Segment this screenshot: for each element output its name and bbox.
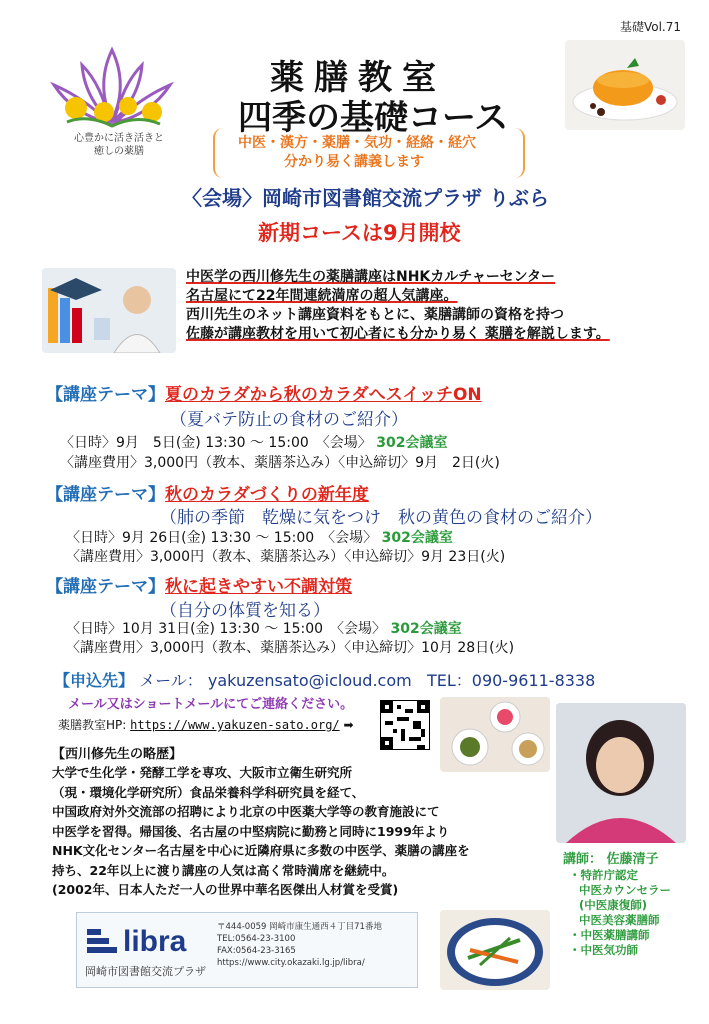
credential: 中医カウンセラー: [579, 883, 671, 897]
new-course-notice: 新期コースは9月開校: [258, 221, 461, 245]
course-3-heading: [46, 572, 352, 597]
teacher-name: 講師： 佐藤清子: [563, 852, 659, 867]
topics-line: 中医・漢方・薬膳・気功・経絡・経穴: [238, 135, 476, 151]
homepage-line: [58, 716, 354, 733]
intro-line-4: 佐藤が講座教材を用いて初心者にも分かり易く 薬膳を解説します。: [186, 326, 610, 342]
email-link[interactable]: yakuzensato@icloud.com: [207, 671, 412, 690]
course-2-date: [66, 527, 453, 547]
page-title: 薬膳教室: [270, 58, 446, 98]
tel-number[interactable]: TEL：090-9611-8338: [426, 671, 596, 690]
bio-line: (2002年、日本人ただ一人の世界中華名医傑出人材賞を受賞): [52, 882, 399, 897]
teacher-photo: [556, 703, 686, 843]
intro-text: [186, 268, 610, 344]
logo-caption-2: 癒しの薬膳: [94, 146, 144, 157]
course-1-date: [60, 432, 447, 452]
lecturer-video-thumbnail: [42, 268, 176, 353]
intro-line-3: 西川先生のネット講座資料をもとに、薬膳講師の資格を持つ: [186, 307, 564, 323]
mail-note: メール又はショートメールにてご連絡ください。: [68, 697, 354, 712]
logo-caption-1: 心豊かに活き活きと: [74, 133, 164, 144]
library-tel: TEL:0564-23-3100: [217, 934, 296, 944]
qr-code: [380, 700, 430, 750]
libra-logo-mark: [87, 925, 121, 955]
teacher-credentials: [569, 868, 671, 958]
dessert-photo: [565, 40, 685, 130]
bio-line: 大学で生化学・発酵工学を専攻、大阪市立衛生研究所: [52, 765, 353, 780]
address-line: 〒444-0059 岡崎市康生通西４丁目71番地: [217, 922, 382, 932]
course-1-heading: [46, 380, 482, 405]
library-info-box: [76, 912, 418, 988]
bio-line: 中医学を習得。帰国後、名古屋の中堅病院に勤務と同時に1999年より: [52, 823, 450, 839]
bio-text: [52, 763, 470, 900]
room-text: 302会議室: [390, 621, 462, 637]
bio-line: 持ち、22年以上に渡り講座の人気は高く常時満席を継続中。: [52, 862, 395, 878]
lotus-logo: [42, 40, 182, 165]
intro-line-2: 名古屋にて22年間連続満席の超人気講座。: [186, 288, 458, 304]
libra-logo: libra: [123, 925, 187, 958]
credential: 中医美容薬膳師: [579, 913, 660, 927]
credential: ・中医気功師: [569, 943, 638, 957]
date-text: 〈日時〉9月 5日(金) 13:30 ～ 15:00 〈会場〉: [60, 435, 372, 451]
course-3-fee: 〈講座費用〉3,000円（教本、薬膳茶込み）〈申込締切〉10月 28日(火): [66, 640, 515, 656]
date-text: 〈日時〉9月 26日(金) 13:30 ～ 15:00 〈会場〉: [66, 530, 378, 546]
bio-line: NHK文化センター名古屋を中心に近隣府県に多数の中医学、薬膳の講座を: [52, 843, 470, 858]
topics-line-2: 分かり易く講義します: [284, 154, 424, 170]
page-subtitle: 四季の基礎コース: [238, 98, 509, 138]
venue-heading: 〈会場〉岡崎市図書館交流プラザ りぶら: [182, 186, 549, 210]
arrow-right-icon: ➡: [343, 718, 354, 732]
library-url[interactable]: https://www.city.okazaki.lg.jp/libra/: [217, 958, 365, 968]
bio-line: 中国政府対外交流部の招聘により北京の中医薬大学等の教育施設にて: [52, 804, 440, 819]
food-photo-2: [440, 910, 550, 990]
course-title: 夏のカラダから秋のカラダへスイッチON: [165, 385, 482, 405]
course-label: 【講座テーマ】: [46, 577, 165, 597]
course-title: 秋のカラダづくりの新年度: [165, 485, 369, 505]
credential: ・特許庁認定: [569, 868, 638, 882]
course-label: 【講座テーマ】: [46, 485, 165, 505]
hp-label: 薬膳教室HP:: [58, 718, 127, 732]
bio-line: （現・環境化学研究所）食品栄養科学科研究員を経て、: [52, 784, 365, 800]
course-1-subtitle: （夏バテ防止の食材のご紹介）: [170, 410, 408, 430]
bio-heading: 【西川修先生の略歴】: [52, 747, 183, 762]
course-2-fee: 〈講座費用〉3,000円（教本、薬膳茶込み）〈申込締切〉9月 23日(火): [66, 549, 506, 565]
course-2-subtitle: （肺の季節 乾燥に気をつけ 秋の黄色の食材のご紹介）: [160, 508, 602, 528]
apply-label: 【申込先】: [54, 671, 135, 690]
intro-line-1: 中医学の西川修先生の薬膳講座はNHKカルチャーセンター: [186, 269, 556, 285]
course-3-date: [66, 618, 462, 638]
volume-label: 基礎Vol.71: [619, 20, 681, 34]
course-label: 【講座テーマ】: [46, 385, 165, 405]
room-text: 302会議室: [381, 530, 453, 546]
library-name: 岡崎市図書館交流プラザ: [85, 965, 206, 978]
course-3-subtitle: （自分の体質を知る）: [160, 601, 330, 621]
date-text: 〈日時〉10月 31日(金) 13:30 ～ 15:00 〈会場〉: [66, 621, 387, 637]
credential: (中医康復師): [579, 898, 648, 912]
hp-link[interactable]: https://www.yakuzen-sato.org/: [130, 718, 340, 732]
course-title: 秋に起きやすい不調対策: [165, 577, 352, 597]
course-2-heading: [46, 480, 369, 505]
library-fax: FAX:0564-23-3165: [217, 946, 296, 956]
room-text: 302会議室: [376, 435, 448, 451]
library-address: [217, 921, 382, 969]
mail-label: メール：: [139, 671, 203, 690]
course-1-fee: 〈講座費用〉3,000円（教本、薬膳茶込み）〈申込締切〉9月 2日(火): [60, 455, 500, 471]
food-photo-1: [440, 697, 550, 772]
credential: ・中医薬膳講師: [569, 928, 650, 942]
application-contact: [54, 668, 595, 691]
